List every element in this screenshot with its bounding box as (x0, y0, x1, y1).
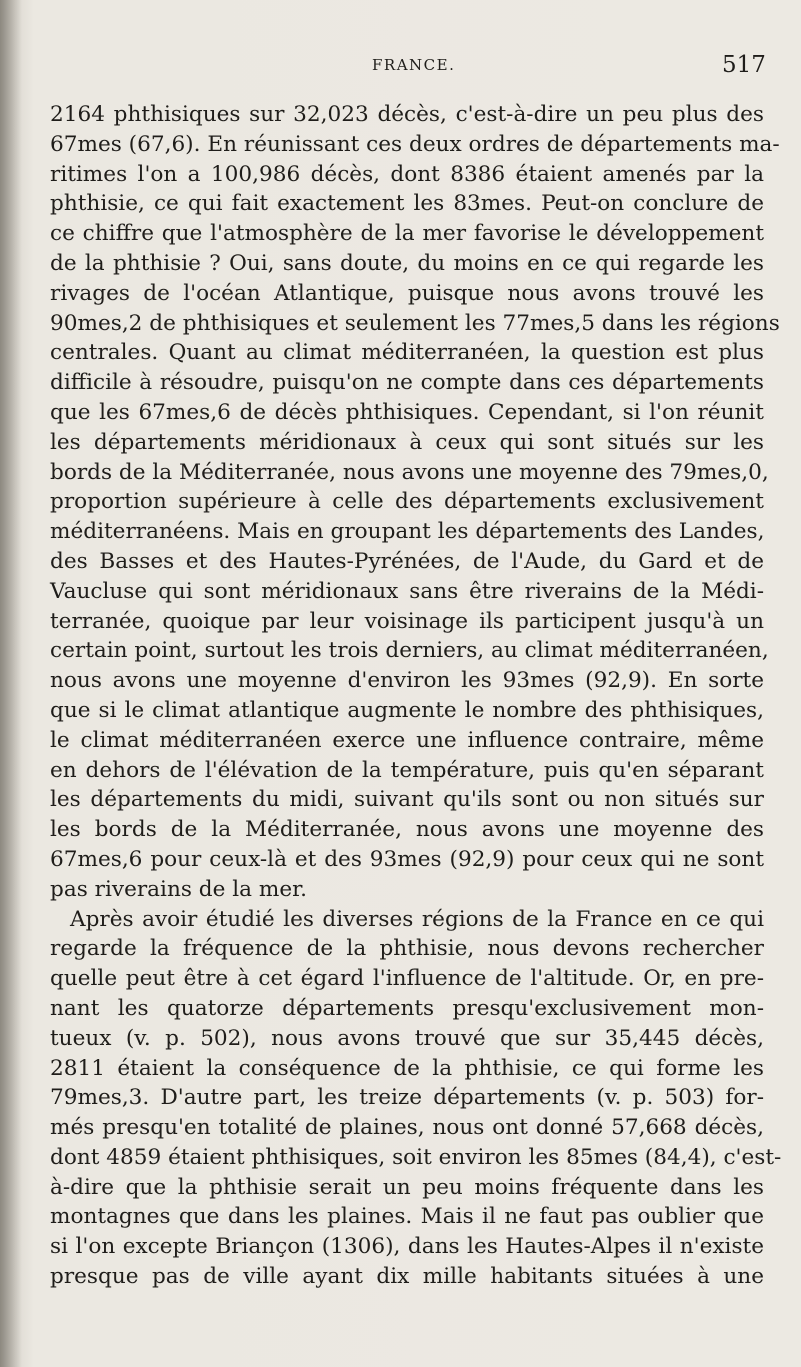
text-line: que les 67mes,6 de décès phthisiques. Cependant, si l'on réunit (50, 399, 764, 425)
text-line: méditerranéens. Mais en groupant les départements des Landes, (50, 519, 765, 545)
text-line: 90mes,2 de phthisiques et seulement les 77mes,5 dans les régions (50, 310, 780, 336)
text-line: regarde la fréquence de la phthisie, nous devons rechercher (50, 936, 764, 962)
text-line: phthisie, ce qui fait exactement les 83mes. Peut-on conclure de (50, 191, 764, 217)
text-line: certain point, surtout les trois derniers, au climat méditerranéen, (50, 638, 769, 664)
text-line: nous avons une moyenne d'environ les 93mes (92,9). En sorte (50, 668, 764, 694)
running-head: FRANCE. (372, 56, 456, 74)
page-header (0, 52, 801, 86)
text-line: nant les quatorze départements presqu'exclusivement mon- (50, 995, 764, 1021)
text-line: difficile à résoudre, puisqu'on ne compte dans ces départements (50, 370, 764, 396)
text-line: centrales. Quant au climat méditerranéen, la question est plus (50, 340, 764, 366)
text-line: montagnes que dans les plaines. Mais il ne faut pas oublier que (50, 1204, 764, 1230)
binding-shadow (0, 0, 22, 1367)
text-line: presque pas de ville ayant dix mille habitants situées à une (50, 1264, 764, 1290)
body-text (50, 100, 782, 1292)
text-line: pas riverains de la mer. (50, 876, 307, 902)
text-line: 67mes,6 pour ceux-là et des 93mes (92,9) pour ceux qui ne sont (50, 846, 764, 872)
text-line: ce chiffre que l'atmosphère de la mer favorise le développement (50, 221, 764, 247)
text-line: 2164 phthisiques sur 32,023 décès, c'est-à-dire un peu plus des (50, 102, 764, 127)
text-line: tueux (v. p. 502), nous avons trouvé que sur 35,445 décès, (50, 1025, 764, 1051)
text-line: 2811 étaient la conséquence de la phthisie, ce qui forme les (50, 1055, 764, 1081)
text-line: en dehors de l'élévation de la température, puis qu'en séparant (50, 757, 764, 783)
text-line: Vaucluse qui sont méridionaux sans être riverains de la Médi- (50, 578, 764, 604)
text-line: més presqu'en totalité de plaines, nous ont donné 57,668 décès, (50, 1115, 764, 1141)
text-line: 67mes (67,6). En réunissant ces deux ordres de départements ma- (50, 131, 780, 157)
text-line: le climat méditerranéen exerce une influence contraire, même (50, 727, 764, 753)
text-line: si l'on excepte Briançon (1306), dans les Hautes-Alpes il n'existe (50, 1234, 764, 1260)
text-line: dont 4859 étaient phthisiques, soit environ les 85mes (84,4), c'est- (50, 1144, 782, 1170)
text-line: les départements méridionaux à ceux qui sont situés sur les (50, 429, 764, 455)
text-line: les départements du midi, suivant qu'ils sont ou non situés sur (50, 787, 764, 813)
text-line: 79mes,3. D'autre part, les treize départements (v. p. 503) for- (50, 1085, 764, 1111)
page-number: 517 (722, 52, 766, 78)
text-line: bords de la Méditerranée, nous avons une moyenne des 79mes,0, (50, 459, 769, 485)
text-line: Après avoir étudié les diverses régions de la France en ce qui (70, 906, 764, 932)
text-line: des Basses et des Hautes-Pyrénées, de l'Aude, du Gard et de (50, 548, 764, 574)
text-line: à-dire que la phthisie serait un peu moins fréquente dans les (50, 1174, 764, 1200)
text-line: que si le climat atlantique augmente le nombre des phthisiques, (50, 697, 764, 723)
text-line: rivages de l'océan Atlantique, puisque nous avons trouvé les (50, 280, 764, 306)
text-line: de la phthisie ? Oui, sans doute, du moins en ce qui regarde les (50, 250, 764, 276)
text-line: les bords de la Méditerranée, nous avons une moyenne des (50, 817, 764, 843)
text-line: ritimes l'on a 100,986 décès, dont 8386 étaient amenés par la (50, 161, 764, 187)
text-line: terranée, quoique par leur voisinage ils participent jusqu'à un (50, 608, 764, 634)
text-line: proportion supérieure à celle des départements exclusivement (50, 489, 764, 515)
text-line: quelle peut être à cet égard l'influence de l'altitude. Or, en pre- (50, 966, 764, 992)
